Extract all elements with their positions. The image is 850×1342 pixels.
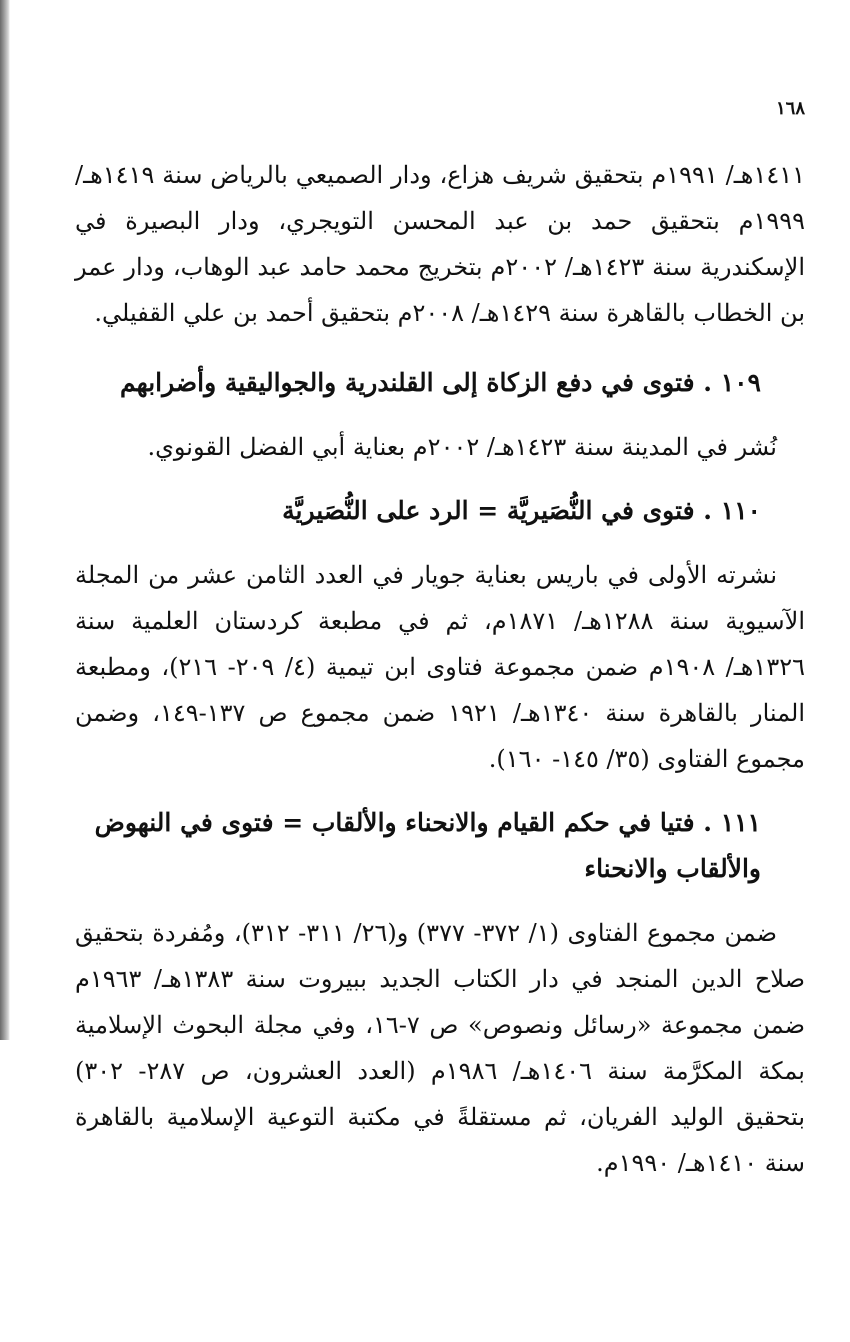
continuation-paragraph: ١٤١١هـ/ ١٩٩١م بتحقيق شريف هزاع، ودار الصميعي بالرياض سنة ١٤١٩هـ/ ١٩٩٩م بتحقيق حمد بن عبد المحسن التويجري، ودار البصيرة في الإسكندرية سنة ١٤٢٣هـ/ ٢٠٠٢م بتخريج محمد حامد عبد الوهاب، ودار عمر بن الخطاب بالقاهرة سنة ١٤٢٩هـ/ ٢٠٠٨م بتحقيق أحمد بن علي القفيلي.: [75, 161, 805, 327]
page-body: [75, 152, 805, 1186]
entry-body-110: نشرته الأولى في باريس بعناية جويار في العدد الثامن عشر من المجلة الآسيوية سنة ١٢٨٨هـ/ ١٨٧١م، ثم في مطبعة كردستان العلمية سنة ١٣٢٦هـ/ ١٩٠٨م ضمن مجموعة فتاوى ابن تيمية (٤/ ٢٠٩- ٢١٦)، ومطبعة المنار بالقاهرة سنة ١٣٤٠هـ/ ١٩٢١ ضمن مجموع ص ١٣٧-١٤٩، وضمن مجموع الفتاوى (٣٥/ ١٤٥- ١٦٠).: [75, 561, 806, 773]
entry-body-111: ضمن مجموع الفتاوى (١/ ٣٧٢- ٣٧٧) و(٢٦/ ٣١١- ٣١٢)، ومُفردة بتحقيق صلاح الدين المنجد في دار الكتاب الجديد ببيروت سنة ١٣٨٣هـ/ ١٩٦٣م ضمن مجموعة «رسائل ونصوص» ص ٧-١٦، وفي مجلة البحوث الإسلامية بمكة المكرَّمة سنة ١٤٠٦هـ/ ١٩٨٦م (العدد العشرون، ص ٢٨٧- ٣٠٢) بتحقيق الوليد الفريان، ثم مستقلةً في مكتبة التوعية الإسلامية بالقاهرة سنة ١٤١٠هـ/ ١٩٩٠م.: [75, 919, 806, 1177]
entry-heading-109: ١٠٩ . فتوى في دفع الزكاة إلى القلندرية والجواليقية وأضرابهم: [120, 368, 761, 397]
book-spine-edge: [0, 0, 10, 1040]
entry-heading-111: ١١١ . فتيا في حكم القيام والانحناء والألقاب = فتوى في النهوض والألقاب والانحناء: [94, 808, 761, 883]
page-number: ١٦٨: [775, 98, 805, 119]
entry-heading-110: ١١٠ . فتوى في النُّصَيريَّة = الرد على النُّصَيريَّة: [282, 496, 761, 525]
entry-body-109: نُشر في المدينة سنة ١٤٢٣هـ/ ٢٠٠٢م بعناية أبي الفضل القونوي.: [147, 433, 777, 461]
